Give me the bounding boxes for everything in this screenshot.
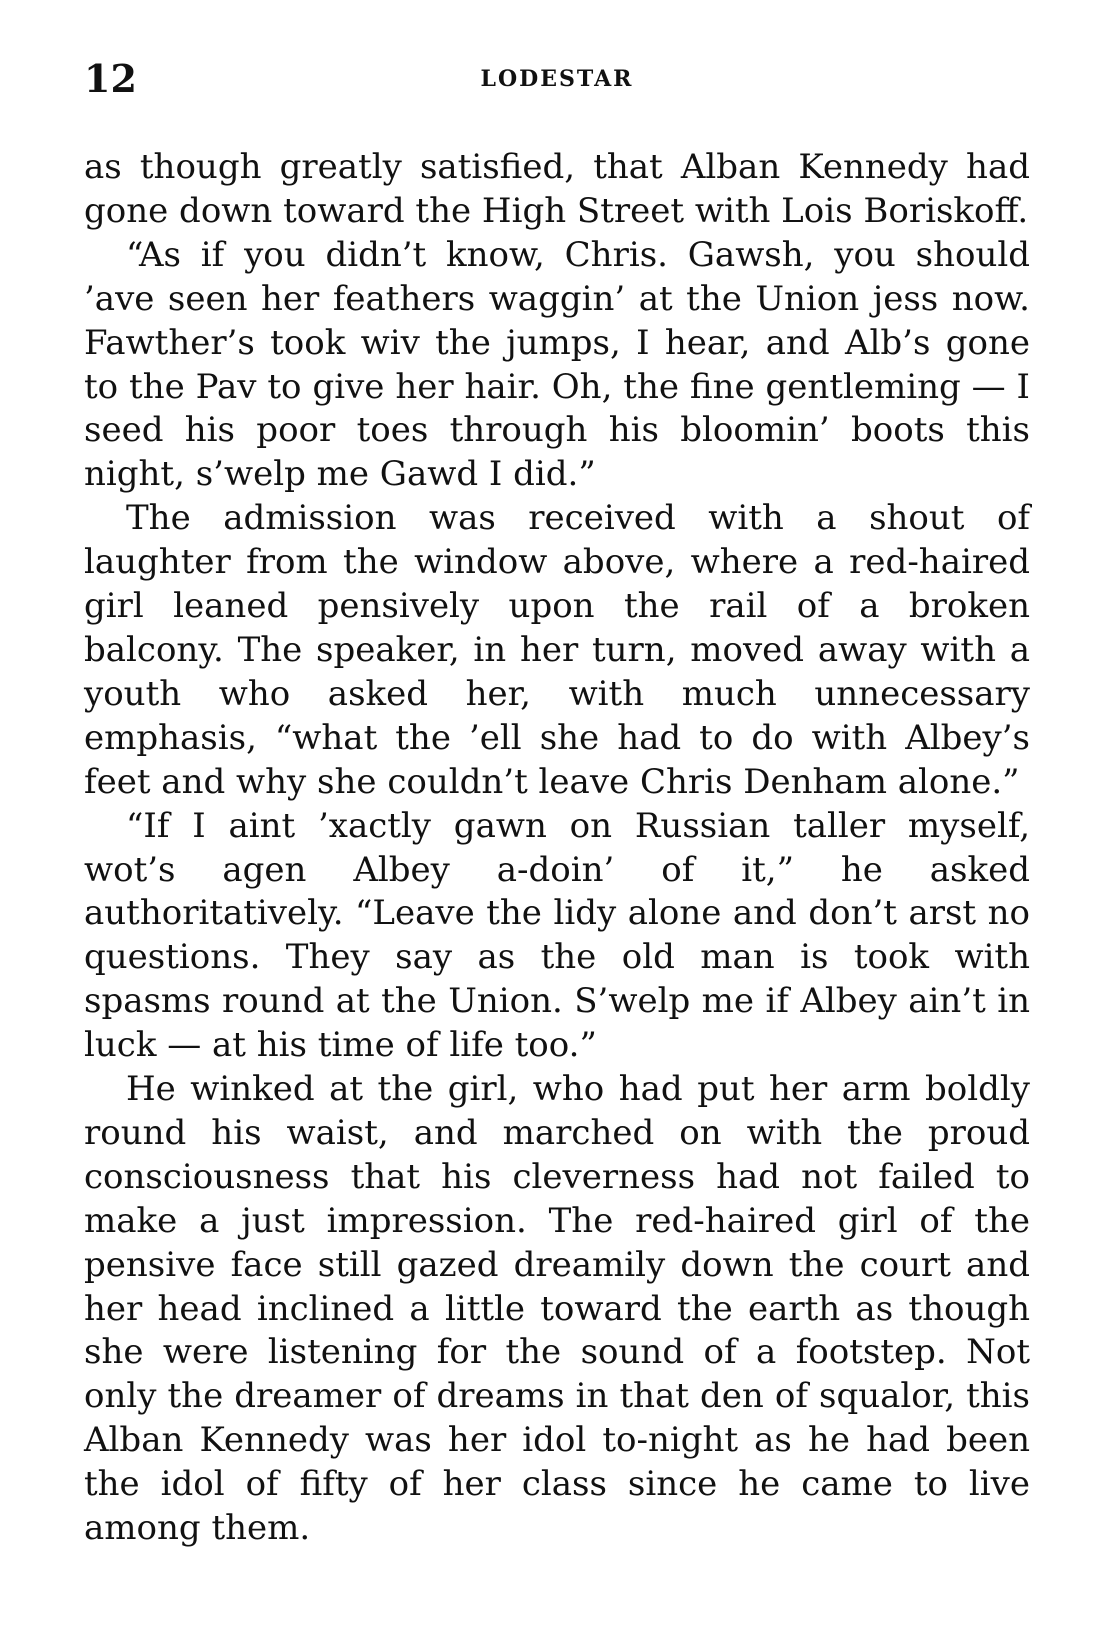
paragraph-2: “As if you didn’t know, Chris. Gawsh, you should ’ave seen her feathers waggin’ at the Union jess now. Fawther’s took wiv the jumps, I hear, and Alb’s gone to the Pav to give her hair. Oh, the fine gentleming — I seed his poor toes through his bloomin’ boots this night, s’welp me Gawd I did.”	[84, 234, 1030, 495]
paragraph-3: The admission was received with a shout of laughter from the window above, where a red-haired girl leaned pensively upon the rail of a broken balcony. The speaker, in her turn, moved away with a youth who asked her, with much unnecessary emphasis, “what the ’ell she had to do with Albey’s feet and why she couldn’t leave Chris Denham alone.”	[84, 498, 1030, 802]
page-header	[84, 54, 1030, 104]
paragraph-1: as though greatly satisfied, that Alban Kennedy had gone down toward the High Street with Lois Boriskoff.	[84, 147, 1030, 231]
page-number: 12	[84, 56, 137, 101]
paragraph-4: “If I aint ’xactly gawn on Russian taller myself, wot’s agen Albey a-doin’ of it,” he asked authoritatively. “Leave the lidy alone and don’t arst no questions. They say as the old man is took with spasms round at the Union. S’welp me if Albey ain’t in luck — at his time of life too.”	[84, 805, 1030, 1066]
running-head: LODESTAR	[480, 66, 634, 92]
paragraph-5: He winked at the girl, who had put her arm boldly round his waist, and marched on with the proud consciousness that his cleverness had not failed to make a just impression. The red-haired girl of the pensive face still gazed dreamily down the court and her head inclined a little toward the earth as though she were listening for the sound of a footstep. Not only the dreamer of dreams in that den of squalor, this Alban Kennedy was her idol to-night as he had been the idol of fifty of her class since he came to live among them.	[84, 1069, 1030, 1549]
body-text	[84, 146, 1030, 1551]
